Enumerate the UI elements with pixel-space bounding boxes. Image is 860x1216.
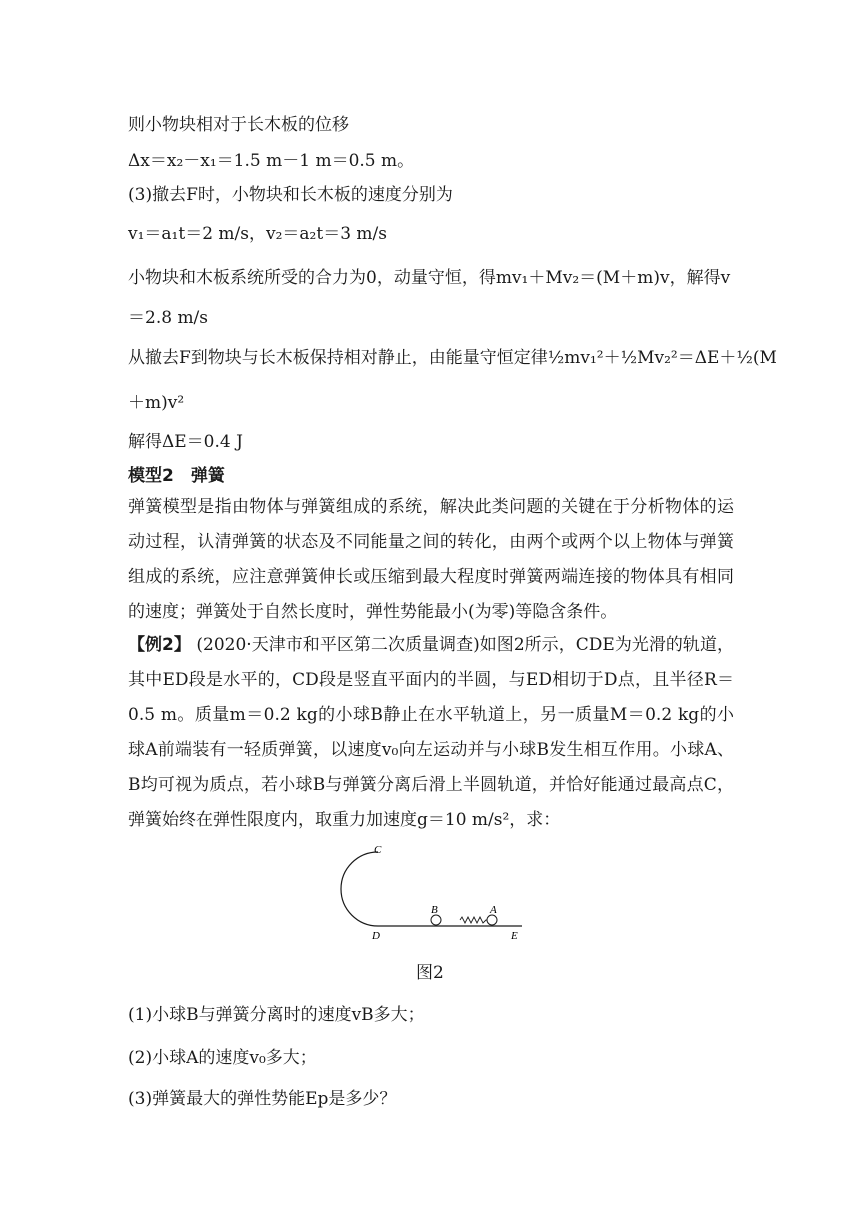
text-line-3: (3)撤去F时，小物块和长木板的速度分别为	[128, 185, 453, 205]
spring	[460, 917, 487, 923]
example-text: (2020·天津市和平区第二次质量调查)如图2所示，CDE为光滑的轨道，其中ED段是水平的，CD段是竖直平面内的半圆，与ED相切于D点，且半径R＝0.5 m。质量m＝0.2 kg的小球B静止在水平轨道上，另一质量M＝0.2 kg的小球A前端装有一轻质弹簧，以速度v₀向左运动并与小球B发生相互作用。小球A、B均可视为质点，若小球B与弹簧分离后滑上半圆轨道，并恰好能通过最高点C，弹簧始终在弹性限度内，取重力加速度g＝10 m/s²，求：	[128, 635, 734, 830]
question-3: (3)弹簧最大的弹性势能Ep是多少？	[128, 1089, 397, 1109]
label-a: A	[490, 904, 497, 916]
text-line-8: ＋m)v²	[128, 393, 185, 413]
example-paragraph	[128, 628, 734, 838]
ball-b	[431, 915, 441, 925]
text-line-7: 从撤去F到物块与长木板保持相对静止，由能量守恒定律½mv₁²＋½Mv₂²＝ΔE＋½(M	[128, 348, 777, 368]
model-paragraph: 弹簧模型是指由物体与弹簧组成的系统，解决此类问题的关键在于分析物体的运动过程，认清弹簧的状态及不同能量之间的转化，由两个或两个以上物体与弹簧组成的系统，应注意弹簧伸长或压缩到最大程度时弹簧两端连接的物体具有相同的速度；弹簧处于自然长度时，弹性势能最小(为零)等隐含条件。	[128, 497, 734, 622]
question-1: (1)小球B与弹簧分离时的速度vB多大；	[128, 1005, 425, 1025]
text-line-6: ＝2.8 m/s	[128, 308, 209, 328]
text-line-4: v₁＝a₁t＝2 m/s，v₂＝a₂t＝3 m/s	[128, 224, 387, 244]
model-heading: 模型2 弹簧	[128, 466, 225, 486]
figure-caption: 图2	[416, 963, 444, 983]
example-label: 【例2】	[128, 635, 191, 655]
text-line-5: 小物块和木板系统所受的合力为0，动量守恒，得mv₁＋Mv₂＝(M＋m)v，解得v	[128, 268, 731, 288]
label-c: C	[374, 844, 382, 856]
track-figure	[340, 842, 530, 944]
text-line-9: 解得ΔE＝0.4 J	[128, 432, 243, 452]
ball-a	[487, 915, 497, 925]
semicircle-track	[341, 852, 378, 926]
label-b: B	[431, 904, 438, 916]
text-line-2: Δx＝x₂－x₁＝1.5 m－1 m＝0.5 m。	[128, 151, 415, 171]
question-2: (2)小球A的速度v₀多大；	[128, 1048, 317, 1068]
label-d: D	[372, 930, 380, 942]
label-e: E	[511, 930, 518, 942]
text-line-1: 则小物块相对于长木板的位移	[128, 115, 349, 135]
